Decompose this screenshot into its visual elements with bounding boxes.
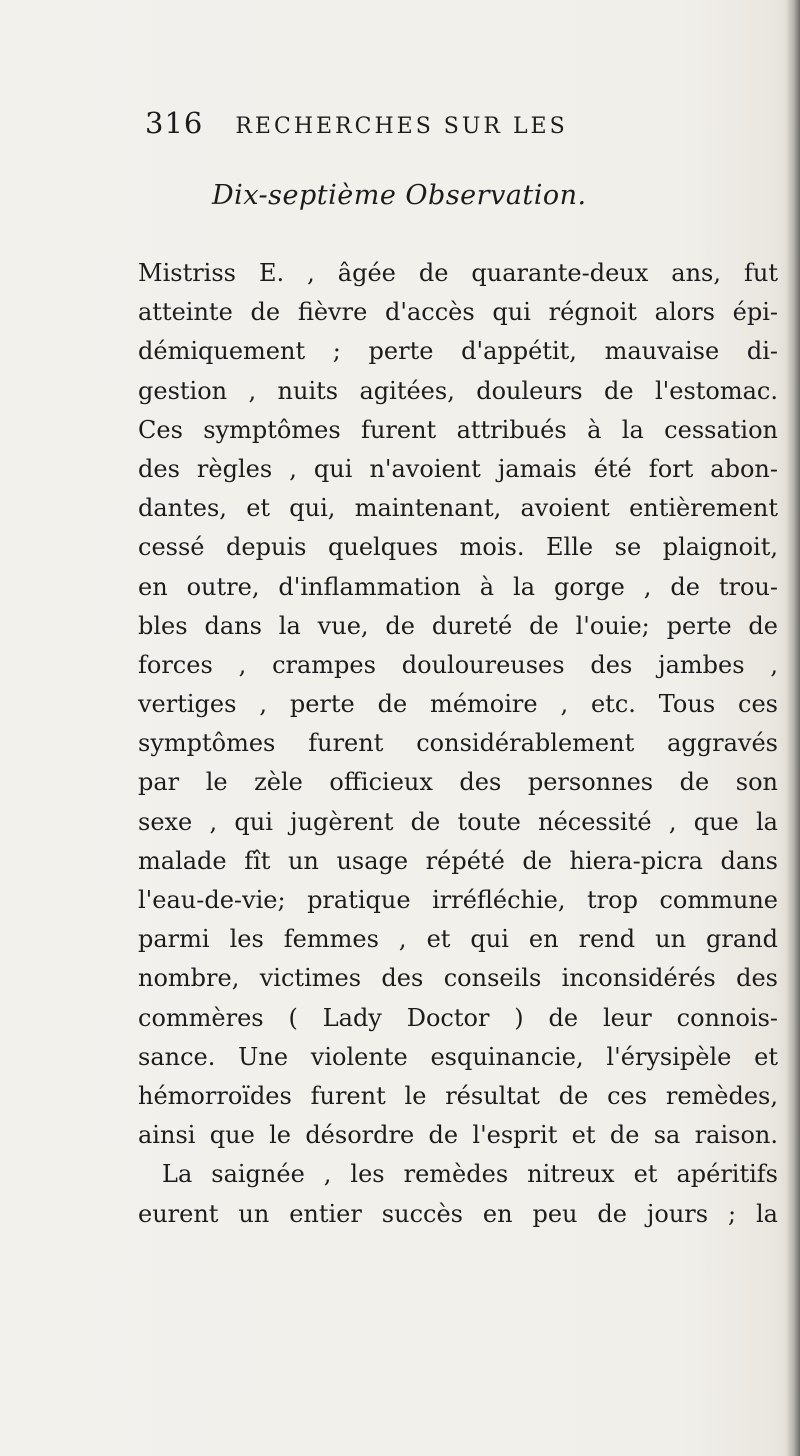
text-line: par le zèle officieux des personnes de son (138, 768, 778, 797)
text-line: Ces symptômes furent attribués à la cessation (138, 415, 778, 444)
text-line: hémorroïdes furent le résultat de ces remèdes, (138, 1081, 778, 1110)
text-line: nombre, victimes des conseils inconsidérés des (138, 964, 778, 993)
text-line: atteinte de fièvre d'accès qui régnoit alors épi- (138, 298, 778, 327)
text-line: forces , crampes douloureuses des jambes , (138, 650, 778, 679)
text-line: l'eau-de-vie; pratique irréfléchie, trop commune (138, 886, 778, 914)
text-line: ainsi que le désordre de l'esprit et de sa raison. (138, 1121, 778, 1150)
text-line: en outre, d'inflammation à la gorge , de trou- (138, 572, 778, 601)
text-line: bles dans la vue, de dureté de l'ouie; perte de (138, 611, 778, 640)
text-line: eurent un entier succès en peu de jours ; la (138, 1199, 778, 1228)
text-line: malade fît un usage répété de hiera-picra dans (138, 846, 778, 875)
section-title: Dix-septième Observation. (212, 180, 587, 211)
text-line: parmi les femmes , et qui en rend un grand (138, 925, 778, 954)
text-line: Mistriss E. , âgée de quarante-deux ans, fut (138, 259, 778, 287)
text-line: gestion , nuits agitées, douleurs de l'estomac. (138, 376, 778, 405)
running-head: RECHERCHES SUR LES (235, 114, 568, 139)
page-number: 316 (145, 106, 204, 140)
text-line: des règles , qui n'avoient jamais été fort abon- (138, 454, 778, 483)
text-line: La saignée , les remèdes nitreux et apéritifs (162, 1160, 778, 1189)
text-line: cessé depuis quelques mois. Elle se plaignoit, (138, 533, 778, 562)
text-line: sance. Une violente esquinancie, l'érysipèle et (138, 1042, 778, 1071)
text-line: sexe , qui jugèrent de toute nécessité , que la (138, 807, 778, 836)
text-line: dantes, et qui, maintenant, avoient entièrement (138, 494, 778, 523)
text-line: vertiges , perte de mémoire , etc. Tous ces (138, 690, 778, 719)
text-line: symptômes furent considérablement aggravés (138, 729, 778, 758)
body-text (138, 254, 778, 1234)
text-line: commères ( Lady Doctor ) de leur connois- (138, 1003, 778, 1032)
page-edge-shadow (786, 0, 800, 1456)
text-line: démiquement ; perte d'appétit, mauvaise di- (138, 337, 778, 366)
page-header (145, 106, 665, 146)
